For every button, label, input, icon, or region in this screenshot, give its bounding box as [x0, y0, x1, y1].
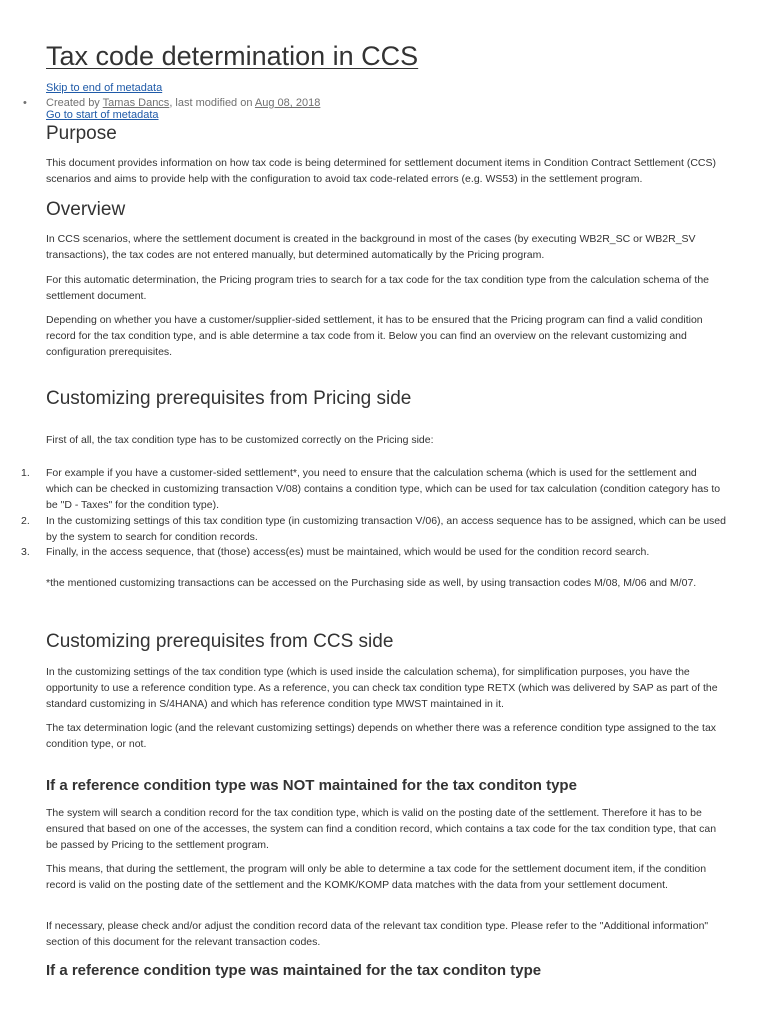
list-item: Finally, in the access sequence, that (those) access(es) must be maintained, which would be used for the condition record search.	[46, 546, 650, 558]
list-item-number: 2.	[21, 515, 30, 527]
overview-paragraph-3: Depending on whether you have a customer/supplier-sided settlement, it has to be ensured that the Pricing program can find a valid condition record for the tax condition type, and is able determine a tax code from it. Below you can find an overview on the relevant customizing and configuration prerequisites.	[46, 314, 703, 358]
modified-label: , last modified on	[169, 97, 255, 109]
not-maintained-paragraph-3: If necessary, please check and/or adjust the condition record data of the relevant tax condition type. Please refer to the "Additional information" section of this document for the relevant transaction codes.	[46, 920, 709, 948]
skip-to-end-of-metadata-link[interactable]: Skip to end of metadata	[46, 82, 163, 94]
maintained-heading: If a reference condition type was maintained for the tax conditon type	[46, 962, 542, 979]
ccs-side-heading: Customizing prerequisites from CCS side	[46, 631, 394, 652]
list-item: In the customizing settings of this tax condition type (in customizing transaction V/06), an access sequence has to be assigned, which can be used by the system to search for condition records.	[46, 515, 726, 543]
overview-paragraph-2: For this automatic determination, the Pricing program tries to search for a tax code for the tax condition type from the calculation schema of the settlement document.	[46, 274, 709, 302]
not-maintained-paragraph-1: The system will search a condition record for the tax condition type, which is valid on the posting date of the settlement. Therefore it has to be ensured that based on one of the accesses, the system can find a condition record, which contains a tax code for the tax condition type, that can be passed by Pricing to the settlement program.	[46, 807, 717, 851]
go-to-start-of-metadata-link[interactable]: Go to start of metadata	[46, 109, 159, 121]
modified-date-link[interactable]: Aug 08, 2018	[254, 97, 321, 109]
metadata-line	[46, 97, 320, 109]
pricing-side-note: *the mentioned customizing transactions can be accessed on the Purchasing side as well, by using transaction codes M/08, M/06 and M/07.	[46, 577, 697, 589]
purpose-heading: Purpose	[46, 123, 117, 144]
not-maintained-heading: If a reference condition type was NOT maintained for the tax conditon type	[46, 777, 577, 794]
list-item-number: 3.	[21, 546, 30, 558]
ccs-side-paragraph-2: The tax determination logic (and the relevant customizing settings) depends on whether there was a reference condition type assigned to the tax condition type, or not.	[46, 722, 717, 750]
pricing-side-heading: Customizing prerequisites from Pricing side	[46, 388, 412, 409]
not-maintained-paragraph-2: This means, that during the settlement, the program will only be able to determine a tax code for the settlement document item, if the condition record is valid on the posting date of the settlement and the KOMK/KOMP data matches with the data from your settlement document.	[46, 863, 707, 891]
list-item-number: 1.	[21, 467, 30, 479]
author-link[interactable]: Tamas Dancs	[102, 97, 170, 109]
list-item: For example if you have a customer-sided settlement*, you need to ensure that the calculation schema (which is used for the settlement and which can be checked in customizing transaction V/08) contains a condition type, which can be used for tax calculation (condition category has to be "D - Taxes" for the condition type).	[46, 467, 721, 511]
pricing-side-intro: First of all, the tax condition type has to be customized correctly on the Pricing side:	[46, 434, 434, 446]
purpose-text: This document provides information on how tax code is being determined for settlement document items in Condition Contract Settlement (CCS) scenarios and aims to provide help with the configuration to avoid tax code-related errors (e.g. WS53) in the settlement program.	[46, 157, 716, 185]
overview-heading: Overview	[46, 199, 126, 220]
overview-paragraph-1: In CCS scenarios, where the settlement document is created in the background in most of the cases (by executing WB2R_SC or WB2R_SV transactions), the tax codes are not entered manually, but determined automatically by the Pricing program.	[46, 233, 696, 261]
metadata-bullet: •	[23, 97, 27, 109]
ccs-side-paragraph-1: In the customizing settings of the tax condition type (which is used inside the calculation schema), for simplification purposes, you have the opportunity to use a reference condition type. As a reference, you can check tax condition type RETX (which was delivered by SAP as part of the standard customizing in S/4HANA) and which has reference condition type MWST maintained in it.	[46, 666, 718, 710]
page-title: Tax code determination in CCS	[46, 41, 419, 71]
created-by-label: Created by	[46, 97, 103, 109]
